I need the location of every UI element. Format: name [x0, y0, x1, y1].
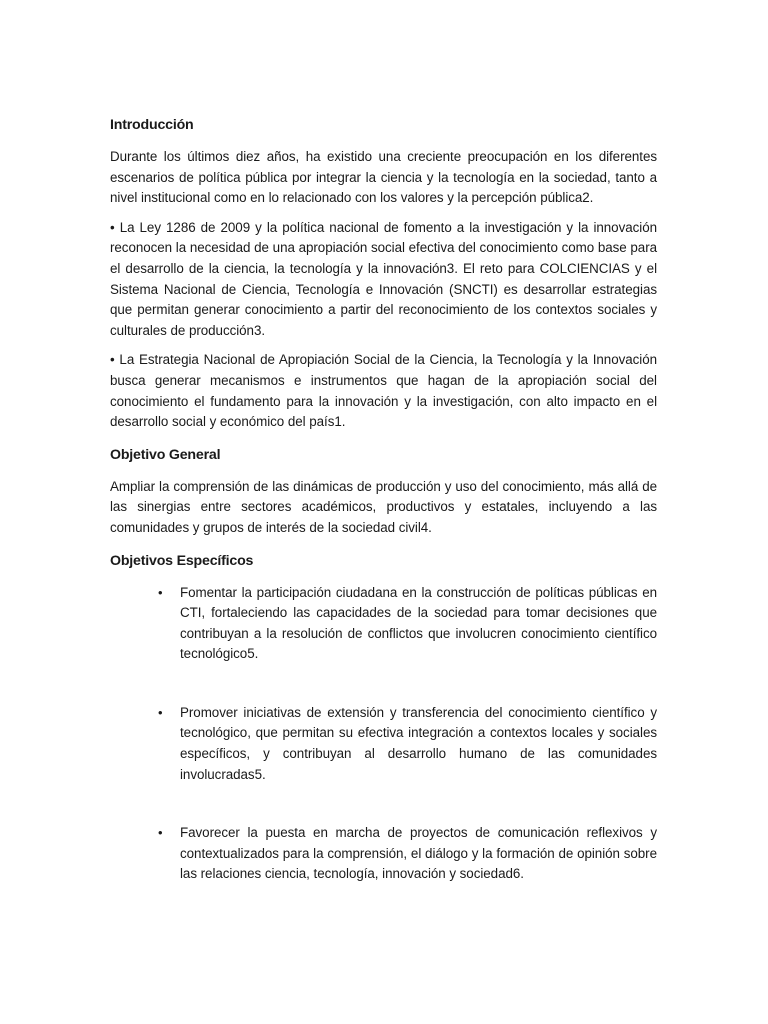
- list-item-text: Fomentar la participación ciudadana en la construcción de políticas públicas en CTI, fortaleciendo las capacidades de la sociedad para tomar decisiones que contribuyan a la resolución de conflictos que involucren conocimiento científico tecnológico5.: [180, 584, 657, 662]
- general-objective-heading: Objetivo General: [110, 446, 221, 463]
- list-item-text: Promover iniciativas de extensión y transferencia del conocimiento científico y tecnológico, que permitan su efectiva integración a contextos locales y sociales específicos, y contribuyan al desarrollo humano de las comunidades involucradas5.: [180, 704, 657, 782]
- specific-objectives-heading: Objetivos Específicos: [110, 552, 254, 569]
- list-item: [110, 703, 657, 785]
- intro-heading: Introducción: [110, 117, 194, 133]
- intro-bullet-paragraph: • La Estrategia Nacional de Apropiación Social de la Ciencia, la Tecnología y la Innovación busca generar mecanismos e instrumentos que hagan de la apropiación social del conocimiento el fundamento para la innovación y la investigación, con alto impacto en el desarrollo social y económico del país1.: [110, 352, 657, 430]
- intro-paragraph: Durante los últimos diez años, ha existido una creciente preocupación en los diferentes escenarios de política pública por integrar la ciencia y la tecnología en la sociedad, tanto a nivel institucional como en lo relacionado con los valores y la percepción pública2.: [110, 149, 657, 206]
- list-item: [110, 583, 657, 665]
- general-objective-paragraph: Ampliar la comprensión de las dinámicas de producción y uso del conocimiento, más allá de las sinergias entre sectores académicos, productivos y estatales, incluyendo a las comunidades y grupos de interés de la sociedad civil4.: [110, 478, 657, 535]
- bullet-icon: •: [158, 704, 163, 720]
- document-page: [110, 112, 657, 885]
- specific-objectives-list: [110, 583, 657, 886]
- intro-bullet-paragraph: • La Ley 1286 de 2009 y la política nacional de fomento a la investigación y la innovación reconocen la necesidad de una apropiación social efectiva del conocimiento como base para el desarrollo de la ciencia, la tecnología y la innovación3. El reto para COLCIENCIAS y el Sistema Nacional de Ciencia, Tecnología e Innovación (SNCTI) es desarrollar estrategias que permitan generar conocimiento a partir del reconocimiento de los contextos sociales y culturales de producción3.: [110, 219, 657, 338]
- list-item-text: Favorecer la puesta en marcha de proyectos de comunicación reflexivos y contextualizados para la comprensión, el diálogo y la formación de opinión sobre las relaciones ciencia, tecnología, innovación y sociedad6.: [180, 825, 657, 882]
- list-item: [110, 823, 657, 885]
- bullet-icon: •: [158, 584, 163, 600]
- bullet-icon: •: [158, 825, 163, 841]
